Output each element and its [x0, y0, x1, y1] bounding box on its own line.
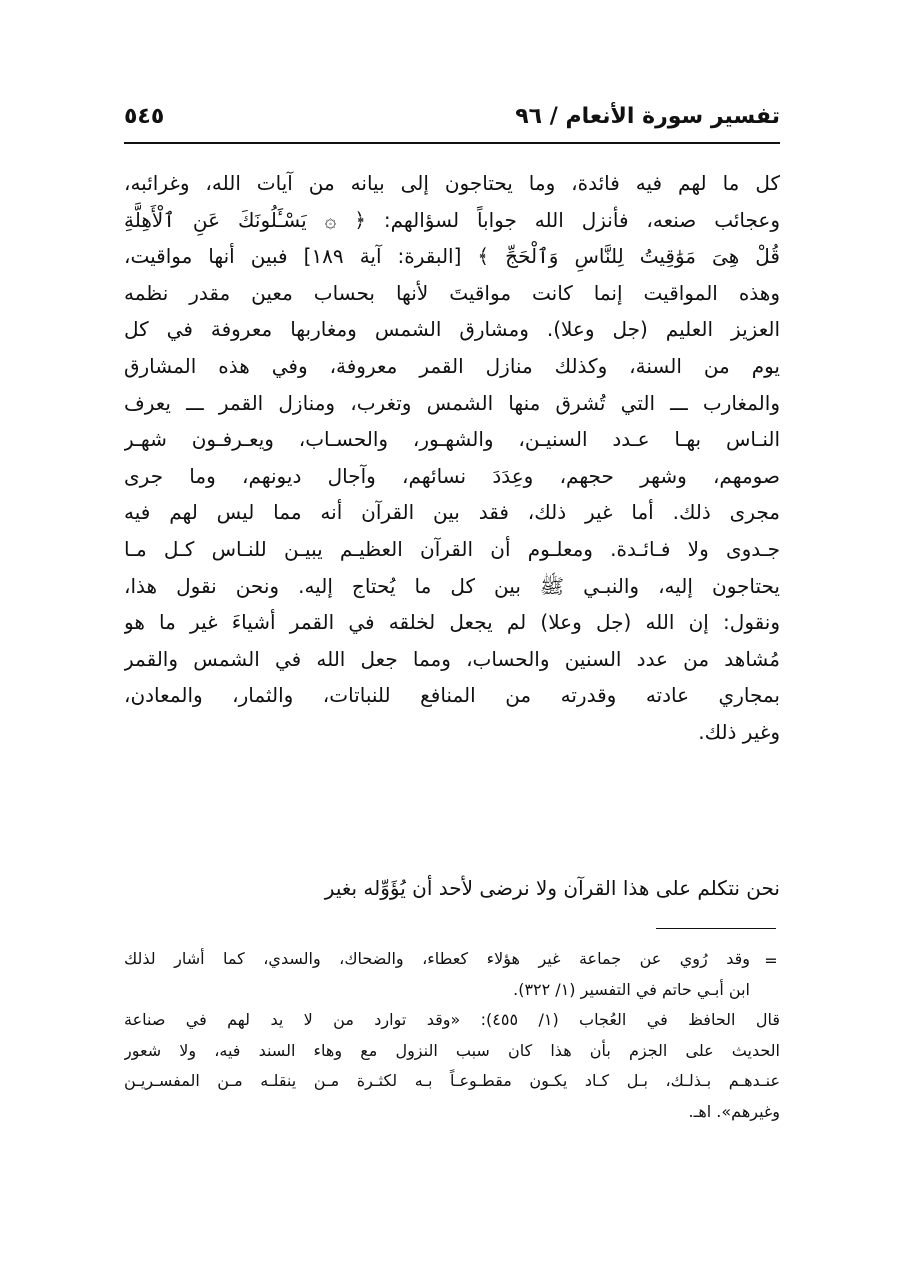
text-line: كل ما لهم فيه فائدة، وما يحتاجون إلى بيانه من آيات الله، وغرائبه،: [124, 171, 780, 195]
footnote-line: الحديث على الجزم بأن هذا كان سبب النزول مع وهاء السند فيه، ولا شعور: [124, 1040, 780, 1060]
page-header: [124, 98, 780, 144]
text-line: النـاس بهـا عـدد السنيـن، والشهـور، والحسـاب، ويعـرفـون شهـر: [124, 427, 780, 452]
text-line: مُشاهد من عدد السنين والحساب، ومما جعل الله في الشمس والقمر: [124, 646, 780, 671]
footnote-line: عنـدهـم بـذلـك، بـل كـاد يكـون مقطـوعـاً بـه لكثـرة مـن ينقلـه مـن المفسـريـن: [124, 1071, 780, 1090]
text-line: ونقول: إن الله (جل وعلا) لم يجعل لخلقه في القمر أشياءَ غير ما هو: [124, 610, 780, 635]
main-text: [124, 165, 780, 751]
text-line: وعجائب صنعه، فأنزل الله جواباً لسؤالهم: ﴿ ۞ يَسْـَٔلُونَكَ عَنِ ٱلْأَهِلَّةِ: [124, 207, 780, 232]
text-line: يوم من السنة، وكذلك منازل القمر معروفة، وفي هذه المشارق: [124, 353, 780, 378]
footnote-continuation: [124, 944, 780, 1005]
text-line: جـدوى ولا فـائـدة. ومعلـوم أن القرآن العظيـم يبيـن للنـاس كـل مـا: [124, 536, 780, 561]
continuation-mark: =: [764, 951, 778, 970]
next-paragraph: نحن نتكلم على هذا القرآن ولا نرضى لأحد أن يُؤَوِّله بغير: [324, 876, 780, 900]
text-line: قُلْ هِىَ مَوَٰقِيتُ لِلنَّاسِ وَٱلْحَجِّ ﴾ [البقرة: آية ١٨٩] فبين أنها مواقيت،: [124, 244, 780, 269]
footnotes: [124, 944, 780, 1127]
text-line: مجرى ذلك. أما غير ذلك، فقد بين القرآن أنه مما ليس لهم فيه: [124, 500, 780, 525]
footnote-line: ابن أبـي حاتم في التفسير (١/ ٣٢٢).: [513, 979, 750, 999]
text-line: العزيز العليم (جل وعلا). ومشارق الشمس ومغاربها معروفة في كل: [124, 317, 780, 342]
text-line: والمغارب ـــ التي تُشرق منها الشمس وتغرب، ومنازل القمر ـــ يعرف: [124, 390, 780, 415]
text-line: صومهم، وشهر حجهم، وعِدَدَ نسائهم، وآجال ديونهم، وما جرى: [124, 463, 780, 488]
text-line: وهذه المواقيت إنما كانت مواقيتَ لأنها بحساب معين مقدر نظمه: [124, 280, 780, 305]
text-line: وغير ذلك.: [698, 719, 780, 744]
footnote: [124, 1005, 780, 1127]
text-line: يحتاجون إليه، والنبـي ﷺ بين كل ما يُحتاج إليه. ونحن نقول هذا،: [124, 573, 780, 598]
footnote-separator: [656, 928, 776, 929]
footnote-line: وقد رُوي عن جماعة غير هؤلاء كعطاء، والضحاك، والسدي، كما أشار لذلك: [124, 949, 750, 968]
text-line: بمجاري عادته وقدرته من المنافع للنباتات، والثمار، والمعادن،: [124, 683, 780, 708]
running-title: تفسير سورة الأنعام / ٩٦: [515, 104, 780, 129]
page-number: ٥٤٥: [124, 104, 165, 129]
footnote-line: وغيرهم». اهـ.: [688, 1101, 780, 1121]
footnote-line: قال الحافظ في العُجاب (١/ ٤٥٥): «وقد توارد من لا يد لهم في صناعة: [124, 1010, 780, 1029]
